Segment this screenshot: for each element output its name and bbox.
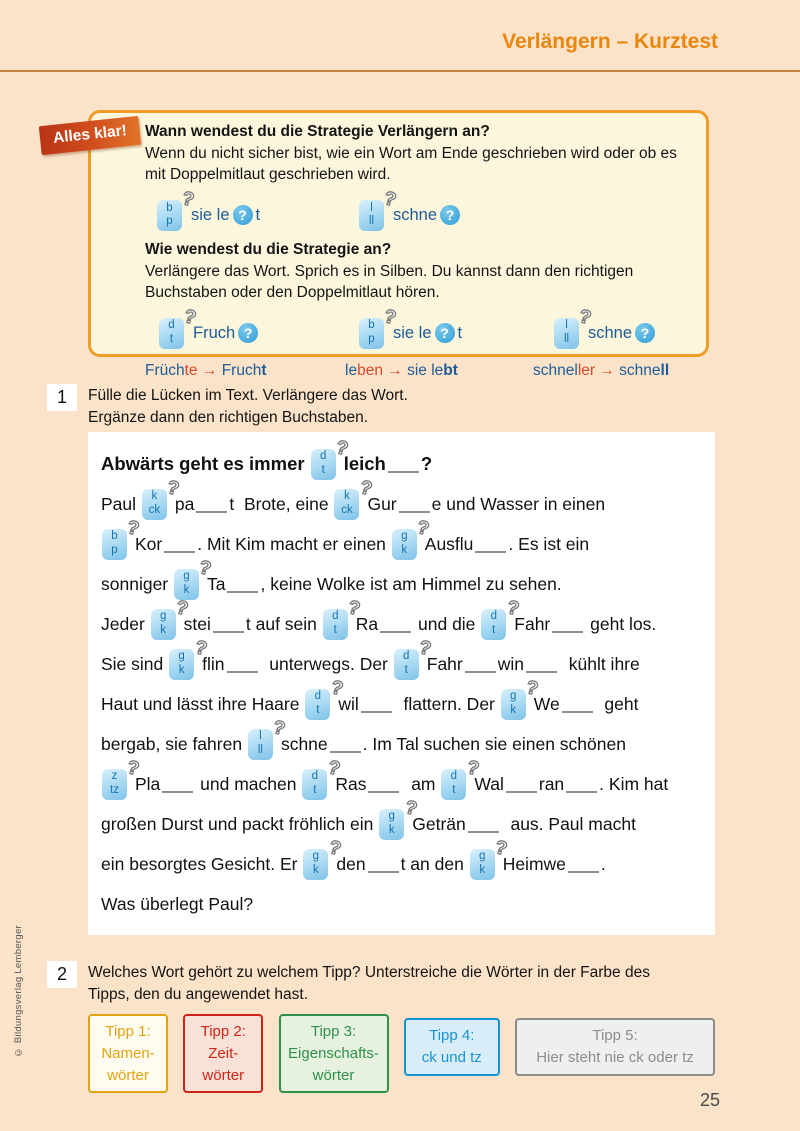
- outlined-question-mark-icon: ?: [416, 636, 434, 660]
- choice-letters: g k: [401, 530, 408, 556]
- page-number: 25: [699, 1090, 720, 1110]
- fill-in-blank: [552, 631, 583, 633]
- story-line: [101, 796, 715, 844]
- text-segment: flin: [202, 653, 225, 674]
- fill-in-blank: [227, 671, 258, 673]
- alles-klar-content: [91, 113, 706, 380]
- question-when-body: Wenn du nicht sicher bist, wie ein Wort am Ende geschrieben wird oder ob es mit Doppelmitlaut geschrieben wird.: [145, 145, 677, 183]
- tip-title: Tipp 3:: [310, 1023, 357, 1040]
- fill-in-blank: [475, 551, 506, 553]
- letter-choice-box-d-t: [394, 636, 434, 680]
- story-line: [101, 556, 715, 604]
- question-circle-icon: ?: [233, 205, 253, 225]
- choice-letters: d t: [490, 610, 497, 636]
- exercise-1-instruction-line2: Ergänze dann den richtigen Buchstaben.: [88, 409, 369, 427]
- text-segment: und die: [413, 613, 481, 634]
- text-segment: t: [261, 361, 267, 379]
- exercise-2-instruction: [88, 962, 650, 1007]
- exercise-1-instruction-line1: Fülle die Lücken im Text. Verlängere das Wort.: [88, 387, 408, 404]
- question-circle-icon: ?: [635, 323, 655, 343]
- outlined-question-mark-icon: ?: [125, 756, 142, 780]
- text-segment: t an den: [400, 853, 469, 874]
- text-segment: Sie sind: [101, 653, 169, 674]
- fill-in-blank: [506, 791, 537, 793]
- fill-in-blank: [568, 871, 599, 873]
- fill-in-blank: [526, 671, 557, 673]
- text-segment: te: [184, 361, 198, 379]
- text-segment: Fruch: [193, 323, 236, 342]
- fill-in-blank: [196, 511, 227, 513]
- outlined-question-mark-icon: ?: [333, 436, 351, 460]
- story-line: [101, 596, 715, 644]
- letter-choice-box-g-k: [470, 836, 510, 880]
- alles-klar-infobox: [52, 110, 709, 379]
- exercise-2-instruction-line2: Tipps, den du angewendet hast.: [88, 986, 309, 1004]
- choice-letters: b p: [111, 530, 118, 556]
- outlined-question-mark-icon: ?: [345, 596, 363, 620]
- letter-choice-box-g-k: [174, 556, 214, 600]
- question-circle-icon: ?: [440, 205, 460, 225]
- text-segment: t auf sein: [245, 613, 322, 634]
- text-segment: Ta: [207, 573, 226, 594]
- tip-label-line: wörter: [312, 1066, 355, 1084]
- tip-label-line: Eigenschafts-: [288, 1044, 379, 1062]
- outlined-question-mark-icon: ?: [192, 636, 209, 660]
- text-segment: sie le: [407, 361, 444, 379]
- outlined-question-mark-icon: ?: [197, 556, 214, 580]
- fill-in-blank: [388, 471, 419, 473]
- text-segment: schnel: [533, 361, 578, 379]
- letter-choice-box-l-ll: [554, 305, 594, 349]
- fill-in-blank: [368, 791, 399, 793]
- letter-choice-box-d-t: [481, 596, 521, 640]
- letter-choice-box-k-ck: [142, 476, 182, 520]
- tip-box-5: [515, 1018, 715, 1076]
- tip-legend-row: [88, 1014, 715, 1093]
- text-segment: Fahr: [514, 613, 551, 634]
- example-row-how: [145, 305, 688, 349]
- letter-choice-box-d-t: [441, 756, 481, 800]
- choice-letters: d t: [403, 650, 410, 676]
- text-segment: Ausflu: [424, 533, 474, 554]
- text-segment: stei: [183, 613, 211, 634]
- letter-choice-box-b-p: [102, 516, 142, 560]
- letter-choice-box-d-t: [323, 596, 363, 640]
- outlined-question-mark-icon: ?: [180, 187, 197, 211]
- text-segment: ler: [577, 361, 596, 379]
- choice-letters: d t: [320, 450, 327, 476]
- story-title: [101, 436, 715, 484]
- word-transformation: [145, 362, 345, 380]
- outlined-question-mark-icon: ?: [464, 756, 481, 780]
- outlined-question-mark-icon: ?: [125, 516, 142, 540]
- letter-choice-box-d-t: [305, 676, 345, 720]
- text-segment: schne: [280, 733, 328, 754]
- tip-label-line: Namen-: [101, 1044, 155, 1062]
- choice-letters: b p: [368, 319, 375, 346]
- fill-in-blank: [399, 511, 430, 513]
- letter-choice-box-g-k: [151, 596, 191, 640]
- text-segment: aus. Paul macht: [500, 813, 636, 834]
- choice-letters: g k: [510, 690, 517, 716]
- text-segment: t: [452, 361, 458, 379]
- text-segment: . Im Tal suchen sie einen schönen: [362, 733, 626, 754]
- text-segment: schne: [393, 205, 438, 224]
- tip-title: Tipp 4:: [429, 1027, 475, 1044]
- fill-in-blank: [468, 831, 499, 833]
- choice-letters: d t: [311, 770, 319, 796]
- text-segment: . Kim hat: [599, 773, 669, 794]
- outlined-question-mark-icon: ?: [165, 476, 182, 500]
- word-transformation: [533, 362, 669, 380]
- text-segment: Gur: [367, 493, 397, 514]
- text-segment: We: [533, 693, 560, 714]
- fill-in-blank: [164, 551, 195, 553]
- choice-letters: k ck: [341, 490, 353, 516]
- letter-choice-box-g-k: [501, 676, 541, 720]
- outlined-question-mark-icon: ?: [326, 836, 343, 860]
- letter-choice-box-l-ll: [359, 187, 399, 231]
- choice-letters: g k: [183, 570, 190, 596]
- text-segment: →: [197, 361, 222, 379]
- tip-title: Tipp 2:: [200, 1023, 246, 1040]
- exercise-1-instruction: [88, 385, 408, 430]
- outlined-question-mark-icon: ?: [523, 676, 541, 700]
- exercise-2-number: 2: [47, 961, 77, 988]
- choice-letters: g k: [178, 650, 185, 676]
- story-line: [101, 676, 715, 724]
- tip-label-line: ck und tz: [421, 1048, 482, 1066]
- story-line: [101, 636, 715, 684]
- choice-letters: d t: [314, 690, 322, 716]
- outlined-question-mark-icon: ?: [382, 305, 399, 329]
- text-segment: schne: [588, 323, 633, 342]
- fill-in-blank: [162, 791, 193, 793]
- text-segment: Fahr: [426, 653, 463, 674]
- text-segment: Jeder: [101, 613, 150, 634]
- text-segment: b: [443, 361, 453, 379]
- alles-klar-badge: Alles klar!: [39, 116, 142, 155]
- outlined-question-mark-icon: ?: [414, 516, 432, 540]
- choice-letters: g k: [388, 810, 395, 836]
- question-circle-icon: ?: [238, 323, 258, 343]
- letter-choice-box-k-ck: [334, 476, 374, 520]
- letter-choice-box-g-k: [379, 796, 419, 840]
- choice-letters: g k: [159, 610, 167, 636]
- exercise-1-number: 1: [47, 384, 77, 411]
- letter-choice-box-g-k: [392, 516, 432, 560]
- text-segment: Geträn: [412, 813, 466, 834]
- tip-label-line: Hier steht nie ck oder tz: [536, 1048, 694, 1066]
- letter-choice-box-b-p: [157, 187, 197, 231]
- text-segment: sonniger: [101, 573, 173, 594]
- fill-in-blank: [368, 871, 399, 873]
- tip-title: Tipp 1:: [105, 1023, 151, 1040]
- fill-in-blank: [562, 711, 593, 713]
- choice-letters: l ll: [563, 319, 570, 346]
- tip-box-1: [88, 1014, 168, 1093]
- outlined-question-mark-icon: ?: [382, 187, 399, 211]
- text-segment: geht: [594, 693, 639, 714]
- text-segment: wil: [338, 693, 359, 714]
- text-segment: .: [600, 853, 606, 874]
- fill-in-blank: [227, 591, 258, 593]
- text-segment: und machen: [195, 773, 302, 794]
- text-segment: ?: [420, 453, 433, 474]
- text-segment: →: [595, 361, 620, 379]
- question-how-body: Verlängere das Wort. Sprich es in Silben. Du kannst dann den richtigen Buchstaben oder den Doppelmitlaut hören.: [145, 262, 634, 301]
- outlined-question-mark-icon: ?: [504, 596, 521, 620]
- text-segment: ben: [357, 361, 383, 379]
- text-segment: Abwärts geht es immer: [101, 453, 310, 474]
- letter-choice-box-l-ll: [248, 716, 288, 760]
- outlined-question-mark-icon: ?: [325, 756, 342, 780]
- publisher-copyright: © Bildungsverlag Lemberger: [13, 925, 24, 1058]
- text-segment: t: [255, 205, 261, 224]
- text-segment: geht los.: [585, 613, 657, 634]
- header-divider: [0, 70, 800, 72]
- tip-box-4: [404, 1018, 500, 1076]
- text-segment: Pla: [135, 773, 161, 794]
- choice-letters: l ll: [257, 730, 263, 756]
- outlined-question-mark-icon: ?: [182, 305, 199, 329]
- text-segment: , keine Wolke ist am Himmel zu sehen.: [260, 573, 562, 594]
- text-segment: ll: [660, 361, 670, 379]
- strategy-example: [357, 305, 552, 349]
- text-segment: am: [401, 773, 441, 794]
- choice-letters: l ll: [368, 201, 375, 228]
- fill-in-blank: [566, 791, 597, 793]
- tip-box-3: [279, 1014, 389, 1093]
- question-how-heading: Wie wendest du die Strategie an?: [145, 240, 392, 258]
- text-segment: win: [497, 653, 524, 674]
- choice-letters: d t: [450, 770, 458, 796]
- fill-in-blank: [465, 671, 496, 673]
- text-segment: ein besorgtes Gesicht. Er: [101, 853, 303, 874]
- text-segment: t Brote, eine: [229, 493, 334, 514]
- story-line: [101, 716, 715, 764]
- fill-in-blank: [330, 751, 361, 753]
- text-segment: Wal: [474, 773, 504, 794]
- strategy-example: [552, 305, 658, 349]
- letter-choice-box-d-t: [159, 305, 199, 349]
- story-line: [101, 884, 715, 924]
- tip-label-line: Zeit-: [208, 1044, 239, 1062]
- text-segment: flattern. Der: [393, 693, 500, 714]
- word-transformation: [345, 362, 533, 380]
- text-segment: Heimwe: [502, 853, 566, 874]
- text-segment: . Es ist ein: [508, 533, 590, 554]
- text-segment: großen Durst und packt fröhlich ein: [101, 813, 379, 834]
- text-segment: Was überlegt Paul?: [101, 893, 254, 914]
- text-segment: . Mit Kim macht er einen: [197, 533, 391, 554]
- text-segment: e und Wasser in einen: [431, 493, 606, 514]
- text-segment: bergab, sie fahren: [101, 733, 247, 754]
- choice-letters: z tz: [110, 770, 119, 796]
- text-segment: schne: [619, 361, 661, 379]
- text-segment: unterwegs. Der: [259, 653, 393, 674]
- word-transformation-row: [145, 362, 688, 380]
- letter-choice-box-g-k: [169, 636, 209, 680]
- letter-choice-box-g-k: [303, 836, 343, 880]
- fill-in-text-box: [88, 432, 715, 935]
- choice-letters: g k: [478, 850, 486, 876]
- letter-choice-box-b-p: [359, 305, 399, 349]
- outlined-question-mark-icon: ?: [577, 305, 594, 329]
- text-segment: pa: [174, 493, 195, 514]
- text-segment: kühlt ihre: [559, 653, 640, 674]
- strategy-example: [357, 187, 463, 231]
- text-segment: t: [457, 323, 463, 342]
- text-segment: leich: [343, 453, 386, 474]
- text-segment: Fruch: [221, 361, 262, 379]
- story-line: [101, 516, 715, 564]
- fill-in-blank: [213, 631, 244, 633]
- text-segment: Ra: [355, 613, 379, 634]
- text-segment: le: [345, 361, 358, 379]
- outlined-question-mark-icon: ?: [328, 676, 345, 700]
- text-segment: Paul: [101, 493, 141, 514]
- strategy-example: [157, 305, 357, 349]
- choice-letters: b p: [166, 201, 173, 228]
- exercise-2-instruction-line1: Welches Wort gehört zu welchem Tipp? Unterstreiche die Wörter in der Farbe des: [88, 964, 650, 981]
- question-circle-icon: ?: [435, 323, 455, 343]
- fill-in-blank: [380, 631, 411, 633]
- choice-letters: g k: [312, 850, 320, 876]
- letter-choice-box-z-tz: [102, 756, 142, 800]
- choice-letters: d t: [332, 610, 339, 636]
- choice-letters: k ck: [148, 490, 161, 516]
- fill-in-blank: [361, 711, 392, 713]
- outlined-question-mark-icon: ?: [173, 596, 191, 620]
- story-line: [101, 836, 715, 884]
- tip-title: Tipp 5:: [592, 1027, 638, 1044]
- letter-choice-box-d-t: [311, 436, 351, 480]
- text-segment: →: [382, 361, 408, 379]
- outlined-question-mark-icon: ?: [271, 716, 288, 740]
- strategy-example: [155, 187, 357, 231]
- letter-choice-box-d-t: [302, 756, 342, 800]
- story-line: [101, 476, 715, 524]
- text-segment: Kor: [135, 533, 163, 554]
- text-segment: Haut und lässt ihre Haare: [101, 693, 305, 714]
- question-when-heading: Wann wendest du die Strategie Verlängern an?: [145, 123, 490, 140]
- text-segment: sie le: [393, 323, 432, 342]
- tip-label-line: wörter: [107, 1066, 149, 1084]
- outlined-question-mark-icon: ?: [357, 476, 374, 500]
- text-segment: sie le: [191, 205, 230, 224]
- text-segment: ran: [538, 773, 565, 794]
- page-title: Verlängern – Kurztest: [502, 30, 718, 53]
- text-segment: Früch: [145, 361, 185, 379]
- text-segment: Ras: [335, 773, 367, 794]
- tip-label-line: wörter: [202, 1066, 245, 1084]
- text-segment: den: [336, 853, 366, 874]
- example-row-when: [145, 187, 688, 231]
- choice-letters: d t: [168, 319, 175, 346]
- outlined-question-mark-icon: ?: [402, 796, 419, 820]
- tip-box-2: [183, 1014, 263, 1093]
- outlined-question-mark-icon: ?: [492, 836, 510, 860]
